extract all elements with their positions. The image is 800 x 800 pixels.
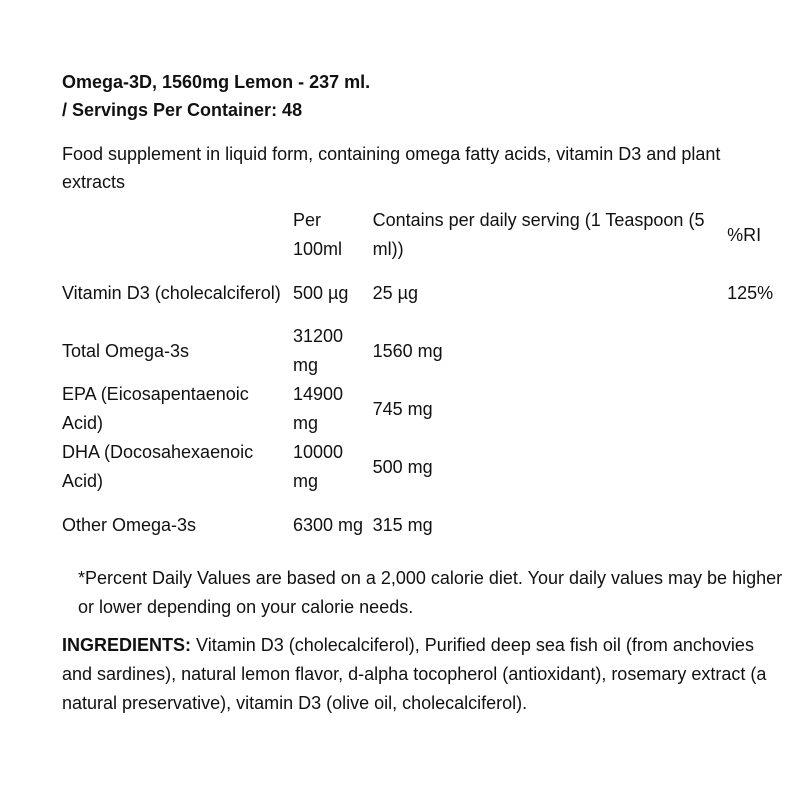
ri-value — [727, 438, 787, 496]
daily-value-footnote: *Percent Daily Values are based on a 2,000 calorie diet. Your daily values may be higher or lower depending on your calorie needs. — [78, 568, 783, 617]
ingredients-text: Vitamin D3 (cholecalciferol), Purified deep sea fish oil (from anchovies and sardines), natural lemon flavor, d-alpha tocopherol (antioxidant), rosemary extract (a natural preservative), vitamin D3 (olive oil, cholecalciferol). — [62, 635, 767, 713]
header-ri: %RI — [727, 224, 762, 245]
nutrient-name: DHA (Docosahexaenoic Acid) — [62, 442, 254, 491]
per-serving-value: 745 mg — [372, 398, 433, 419]
nutrient-name: Total Omega-3s — [62, 340, 190, 361]
product-title — [62, 68, 787, 124]
ingredients-label: INGREDIENTS: — [62, 635, 192, 655]
ingredients-paragraph — [62, 631, 787, 718]
table-row — [62, 438, 787, 496]
product-title-line1: Omega-3D, 1560mg Lemon - 237 ml. — [62, 72, 371, 92]
per-serving-value: 315 mg — [372, 514, 433, 535]
per-100ml-value: 31200 mg — [292, 326, 344, 375]
per-100ml-value: 6300 mg — [292, 514, 364, 535]
supplement-facts — [62, 68, 787, 718]
table-row — [62, 380, 787, 438]
product-title-line2: / Servings Per Container: 48 — [62, 100, 303, 120]
table-row — [62, 322, 787, 380]
per-serving-value: 25 µg — [372, 282, 418, 303]
ri-value — [727, 380, 787, 438]
ri-value — [727, 496, 787, 554]
per-100ml-value: 10000 mg — [292, 442, 344, 491]
header-per-serving: Contains per daily serving (1 Teaspoon (5 ml)) — [372, 210, 705, 259]
nutrient-name: EPA (Eicosapentaenoic Acid) — [62, 384, 249, 433]
per-100ml-value: 14900 mg — [292, 384, 344, 433]
nutrient-name: Vitamin D3 (cholecalciferol) — [62, 282, 281, 303]
header-per-100ml: Per 100ml — [292, 210, 342, 259]
table-header-row — [62, 206, 787, 264]
per-serving-value: 500 mg — [372, 456, 433, 477]
ri-value: 125% — [727, 282, 774, 303]
product-description: Food supplement in liquid form, containing omega fatty acids, vitamin D3 and plant extracts — [62, 144, 721, 192]
ri-value — [727, 322, 787, 380]
table-row — [62, 496, 787, 554]
table-row — [62, 264, 787, 322]
header-nutrient — [62, 206, 293, 264]
nutrition-table — [62, 206, 787, 554]
per-serving-value: 1560 mg — [372, 340, 443, 361]
nutrient-name: Other Omega-3s — [62, 514, 197, 535]
per-100ml-value: 500 µg — [292, 282, 349, 303]
